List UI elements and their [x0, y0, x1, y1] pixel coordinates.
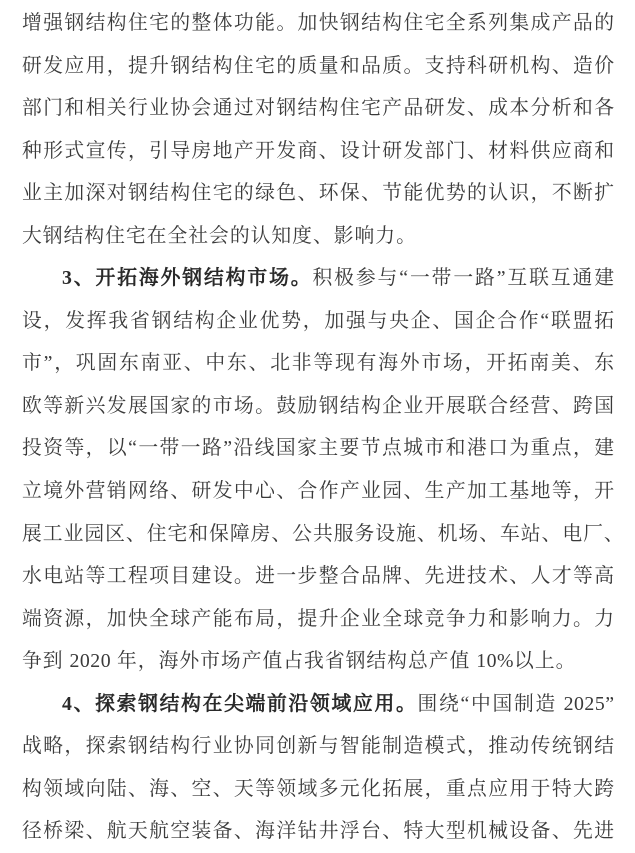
- text-line: [22, 768, 615, 811]
- text-segment: 大钢结构住宅在全社会的认知度、影响力。: [22, 224, 417, 247]
- latin-number: 2025: [563, 692, 606, 715]
- text-line: [22, 172, 615, 215]
- text-segment: 种形式宣传，引导房地产开发商、设计研发部门、材料供应商和: [22, 139, 615, 162]
- latin-number: 10%: [476, 650, 515, 673]
- heading-run-in: 4、探索钢结构在尖端前沿领域应用。: [62, 692, 418, 715]
- text-segment: 投资等，以“一带一路”沿线国家主要节点城市和港口为重点，建: [22, 437, 615, 460]
- text-segment: 战略，探索钢结构行业协同创新与智能制造模式，推动传统钢结: [22, 735, 615, 758]
- heading-run-in: 3、开拓海外钢结构市场。: [62, 267, 313, 290]
- text-segment: 围绕“中国制造: [417, 692, 564, 715]
- text-line: [22, 300, 615, 343]
- text-line: [22, 683, 615, 726]
- text-line: [22, 598, 615, 641]
- text-line: [22, 385, 615, 428]
- text-line: [22, 87, 615, 130]
- text-segment: 欧等新兴发展国家的市场。鼓励钢结构企业开展联合经营、跨国: [22, 394, 615, 417]
- document-body: [22, 2, 625, 853]
- text-segment: ”: [605, 692, 615, 715]
- text-line: [22, 470, 615, 513]
- text-segment: 业主加深对钢结构住宅的绿色、环保、节能优势的认识，不断扩: [22, 182, 615, 205]
- text-line: [22, 555, 615, 598]
- text-segment: 部门和相关行业协会通过对钢结构住宅产品研发、成本分析和各: [22, 97, 615, 120]
- text-line: [22, 427, 615, 470]
- text-segment: 展工业园区、住宅和保障房、公共服务设施、机场、车站、电厂、: [22, 522, 625, 545]
- text-segment: 径桥梁、航天航空装备、海洋钻井浮台、特大型机械设备、先进: [22, 820, 615, 843]
- text-line: [22, 130, 615, 173]
- text-segment: 积极参与“一带一路”互联互通建: [312, 267, 615, 290]
- text-segment: 构领域向陆、海、空、天等领域多元化拓展，重点应用于特大跨: [22, 777, 615, 800]
- text-line: [22, 257, 615, 300]
- text-segment: 设，发挥我省钢结构企业优势，加强与央企、国企合作“联盟拓: [22, 309, 615, 332]
- text-segment: 争到: [22, 650, 70, 673]
- text-line: [22, 810, 615, 853]
- text-segment: 市”，巩固东南亚、中东、北非等现有海外市场，开拓南美、东: [22, 352, 615, 375]
- text-line: [22, 2, 615, 45]
- text-line: [22, 513, 625, 556]
- text-line: [22, 215, 615, 258]
- text-segment: 年，海外市场产值占我省钢结构总产值: [111, 650, 477, 673]
- text-line: [22, 45, 615, 88]
- text-segment: 以上。: [514, 650, 577, 673]
- latin-number: 2020: [69, 650, 112, 673]
- text-line: [22, 725, 615, 768]
- text-segment: 水电站等工程项目建设。进一步整合品牌、先进技术、人才等高: [22, 565, 615, 588]
- text-line: [22, 640, 615, 683]
- text-segment: 研发应用，提升钢结构住宅的质量和品质。支持科研机构、造价: [22, 54, 615, 77]
- text-segment: 端资源，加快全球产能布局，提升企业全球竞争力和影响力。力: [22, 607, 615, 630]
- text-line: [22, 342, 615, 385]
- text-segment: 立境外营销网络、研发中心、合作产业园、生产加工基地等，开: [22, 480, 615, 503]
- text-segment: 增强钢结构住宅的整体功能。加快钢结构住宅全系列集成产品的: [22, 12, 615, 34]
